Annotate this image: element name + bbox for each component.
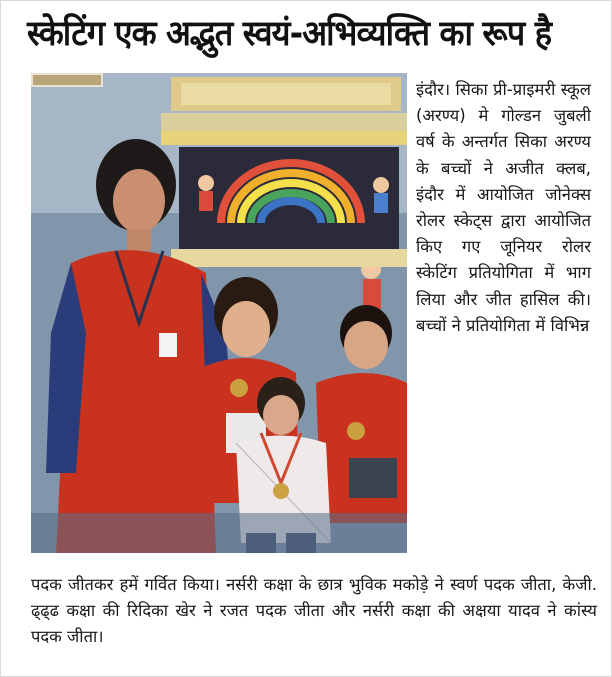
article-body-bottom: पदक जीतकर हमें गर्वित किया। नर्सरी कक्षा के छात्र भुविक मकोड़े ने स्वर्ण पदक जीता, केजी. ढ्ढ्ढ कक्षा की रिदिका खेर ने रजत पदक जीता और नर्सरी कक्षा की अक्षया यादव ने कांस्य पदक जीता। bbox=[31, 575, 597, 646]
article-photo bbox=[31, 73, 407, 553]
article-headline: स्केटिंग एक अद्भुत स्वयं-अभिव्यक्ति का रूप है bbox=[27, 14, 552, 54]
article-body-side-column: इंदौर। सिका प्री-प्राइमरी स्कूल (अरण्य) मे गोल्डन जुबली वर्ष के अन्तर्गत सिका अरण्य के बच्चों ने अजीत क्लब, इंदौर में आयोजित जोनेक्स रोलर स्केट्स द्वारा आयोजित किए गए जूनियर रोलर स्केटिंग प्रतियोगिता में भाग लिया और जीत हासिल की। बच्चों ने प्रतियोगिता में विभिन्न bbox=[416, 80, 591, 335]
